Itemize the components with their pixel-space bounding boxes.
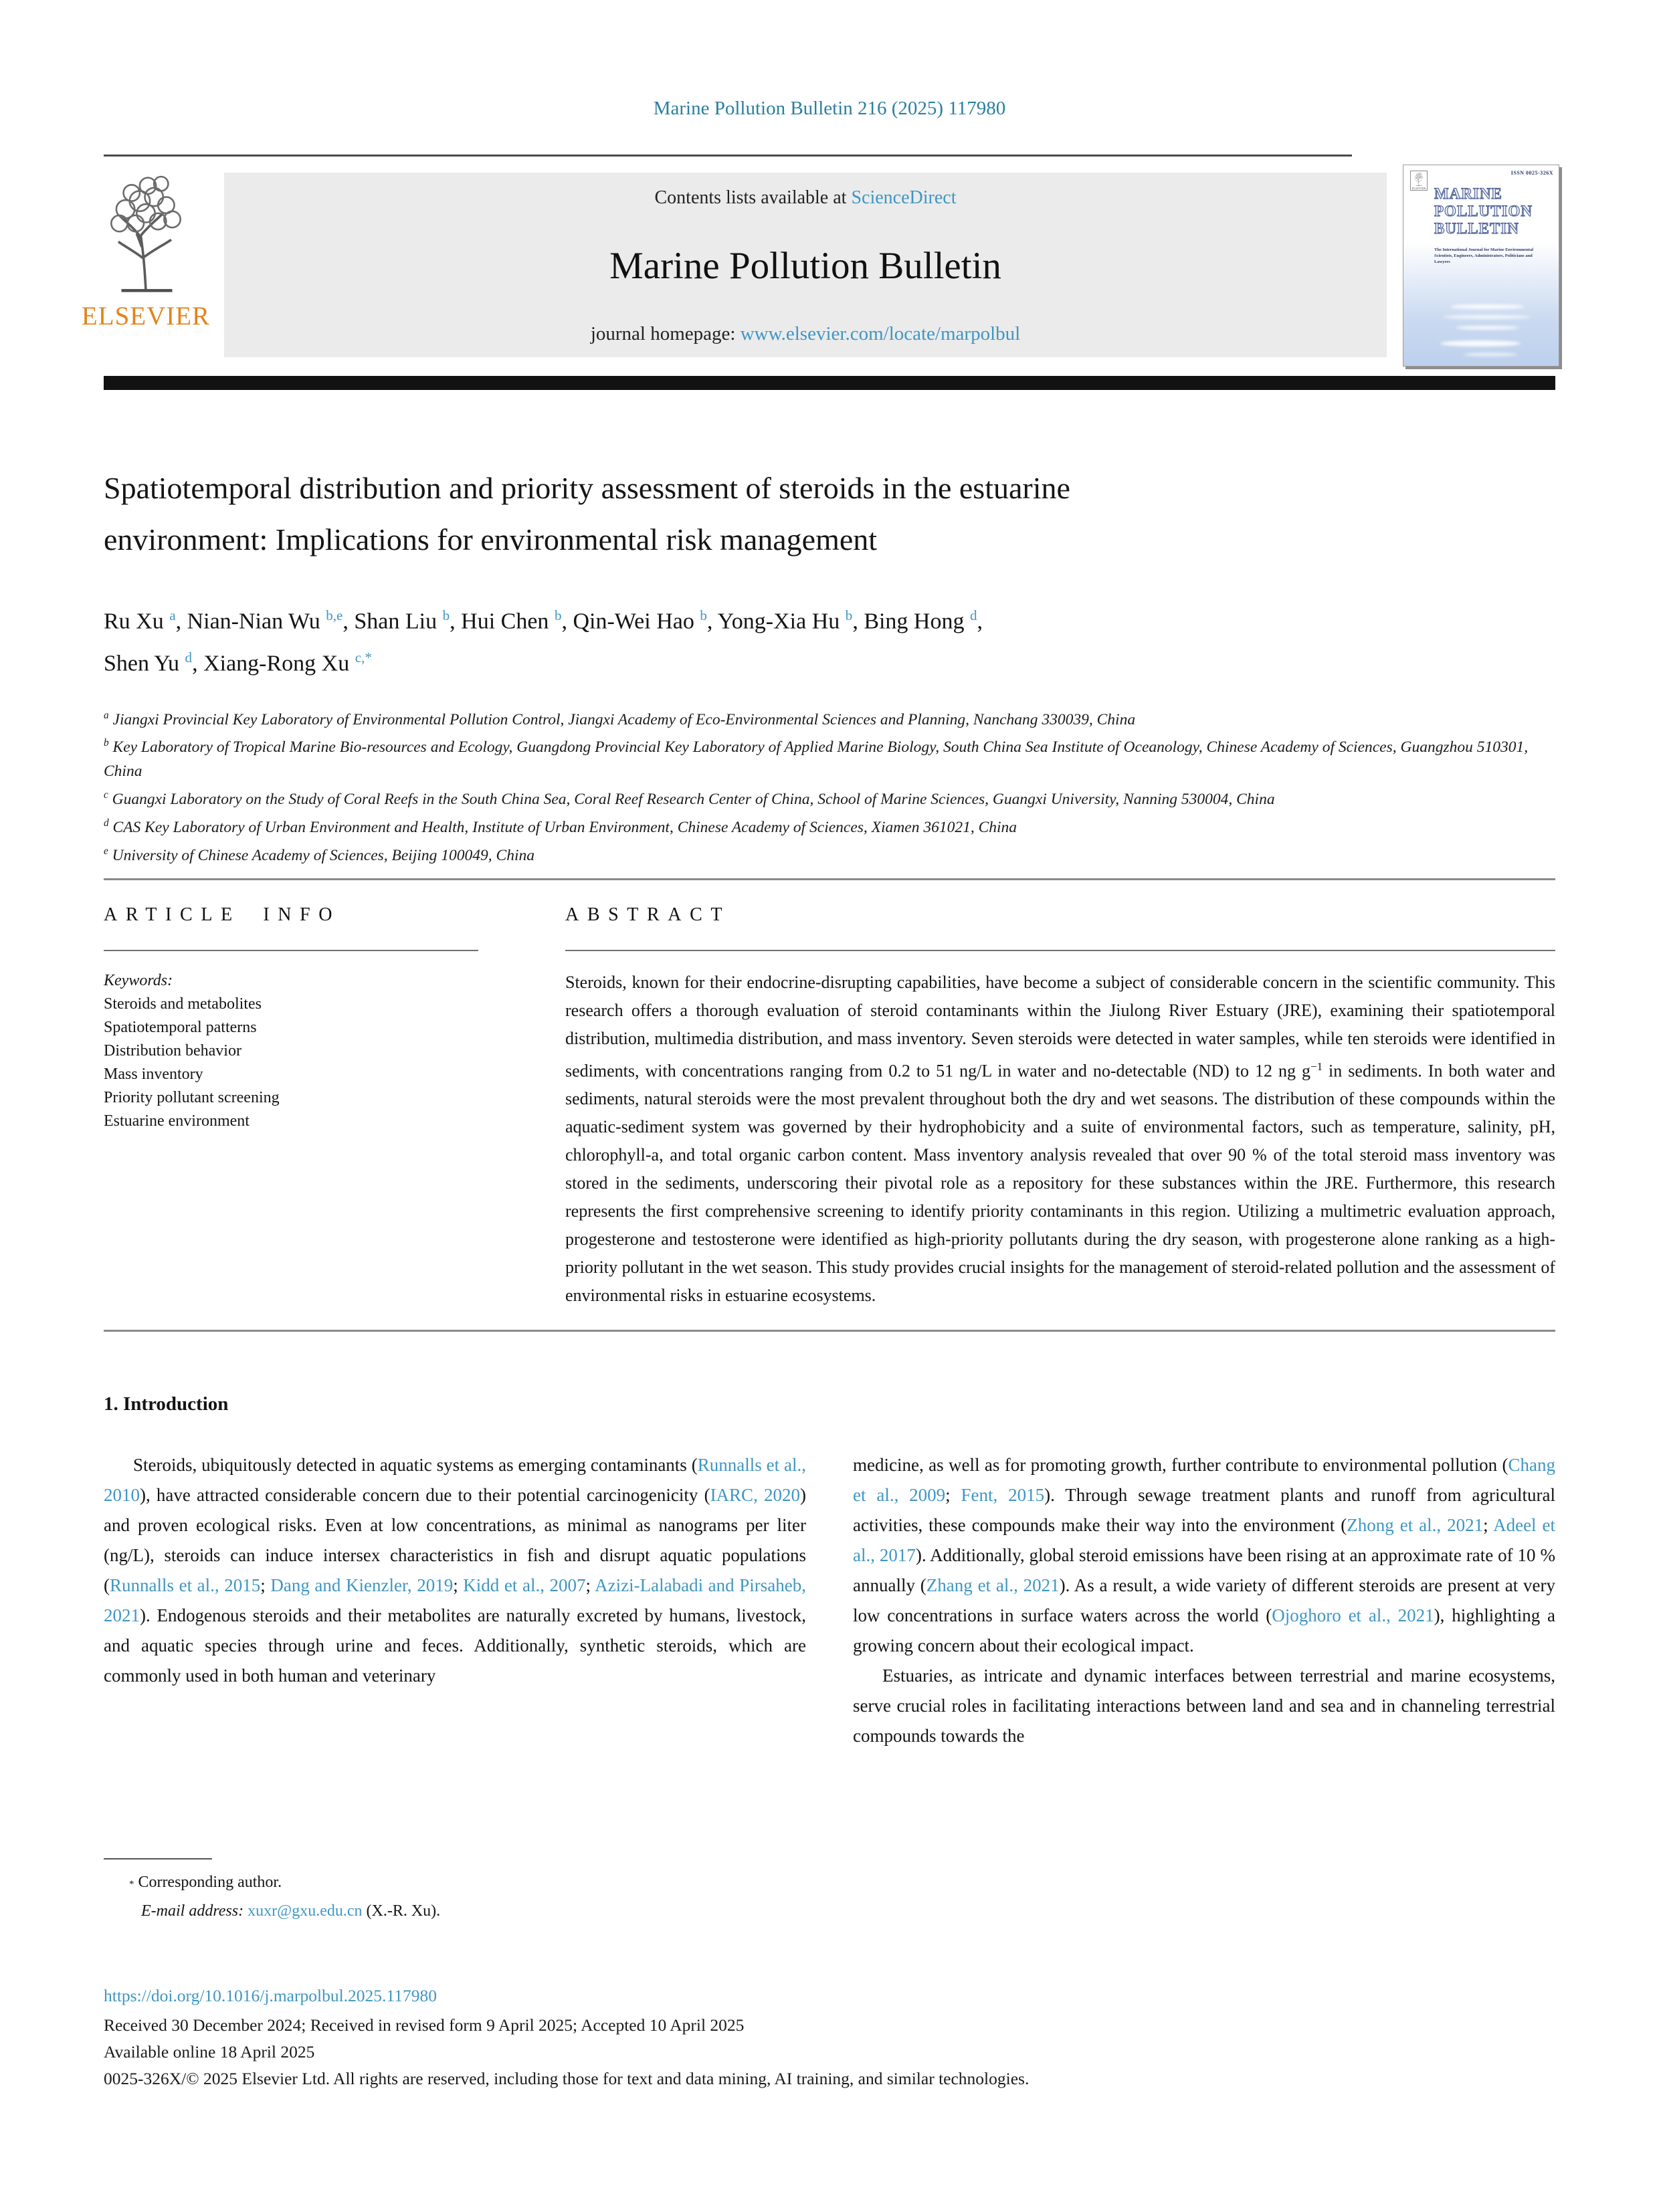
cover-wave-streak bbox=[1464, 353, 1517, 357]
abstract-text bbox=[565, 969, 1555, 1310]
text-segment: ) and proven ecological risks. Even at low concentrations, as minimal as nanograms per liter (ng/L), steroids can induce intersex characteristics in fish and disrupt aquatic populations ( bbox=[104, 1485, 806, 1596]
text-segment: ; bbox=[945, 1485, 961, 1506]
affiliations bbox=[104, 704, 1555, 868]
cover-title bbox=[1434, 185, 1533, 237]
intro-paragraph bbox=[853, 1661, 1555, 1751]
journal-cover-art bbox=[1403, 165, 1559, 366]
citation-link[interactable]: b,e bbox=[326, 607, 343, 623]
affiliation bbox=[104, 704, 1555, 732]
journal-header bbox=[81, 165, 1555, 367]
citation-link[interactable]: b bbox=[554, 607, 562, 623]
intro-column-left bbox=[104, 1450, 806, 1751]
cover-title-line: BULLETIN bbox=[1434, 220, 1519, 237]
text-segment: ). Endogenous steroids and their metabolites are naturally excreted by humans, livestock, and aquatic species through urine and feces. Additionally, synthetic steroids, which are commonly used in both human and veterinary bbox=[104, 1605, 806, 1686]
keyword: Priority pollutant screening bbox=[104, 1088, 280, 1106]
citation-link[interactable]: d bbox=[970, 607, 977, 623]
text-segment: , Yong-Xia Hu bbox=[706, 609, 846, 634]
text-segment: ; bbox=[260, 1575, 271, 1596]
text-segment: Steroids, ubiquitously detected in aquatic systems as emerging contaminants ( bbox=[133, 1455, 698, 1476]
affiliation bbox=[104, 839, 1555, 868]
elsevier-wordmark: ELSEVIER bbox=[81, 302, 211, 330]
citation-link[interactable]: Azizi-Lalabadi and Pirsaheb, 2021 bbox=[104, 1575, 806, 1626]
doi-link[interactable]: https://doi.org/10.1016/j.marpolbul.2025.117980 bbox=[104, 1986, 437, 2005]
top-divider bbox=[104, 155, 1352, 157]
text-segment: Shen Yu bbox=[104, 651, 185, 676]
cover-wave-streak bbox=[1444, 315, 1531, 319]
keywords-label: Keywords: bbox=[104, 971, 173, 989]
cover-wave-streak bbox=[1456, 326, 1519, 330]
article-info-heading: ARTICLE INFO bbox=[104, 904, 341, 925]
homepage-prefix: journal homepage: bbox=[590, 323, 741, 344]
section-divider bbox=[104, 1330, 1555, 1332]
citation-link[interactable]: Dang and Kienzler, 2019 bbox=[270, 1575, 454, 1596]
text-segment: , bbox=[977, 609, 983, 634]
text-segment: , Xiang-Rong Xu bbox=[192, 651, 355, 676]
journal-banner bbox=[224, 173, 1387, 357]
keyword: Spatiotemporal patterns bbox=[104, 1018, 257, 1036]
affiliation bbox=[104, 783, 1555, 811]
keyword: Steroids and metabolites bbox=[104, 995, 262, 1013]
cover-title-line: MARINE bbox=[1434, 185, 1502, 202]
text-segment: ), highlighting a growing concern about their ecological impact. bbox=[853, 1605, 1556, 1656]
copyright-line: 0025-326X/© 2025 Elsevier Ltd. All rights are reserved, including those for text and data mining, AI training, and similar technologies. bbox=[104, 2069, 1030, 2088]
text-segment: a bbox=[104, 709, 109, 721]
text-segment: , Shan Liu bbox=[343, 609, 443, 634]
footnote-text: Corresponding author. bbox=[138, 1874, 282, 1891]
citation-link[interactable]: a bbox=[169, 607, 176, 623]
text-segment: , Bing Hong bbox=[852, 609, 970, 634]
article-title: Spatiotemporal distribution and priority assessment of steroids in the estuarine environment: Implications for environmental risk management bbox=[104, 471, 1070, 557]
email-label: E-mail address: bbox=[141, 1902, 244, 1920]
affiliation bbox=[104, 811, 1555, 839]
elsevier-tree-icon bbox=[95, 169, 197, 300]
cover-subtitle-line: The International Journal for Marine Environmental bbox=[1434, 247, 1533, 252]
section-divider bbox=[104, 878, 1555, 880]
text-segment: medicine, as well as for promoting growth, further contribute to environmental pollution ( bbox=[853, 1455, 1508, 1476]
keyword: Distribution behavior bbox=[104, 1041, 241, 1060]
body-columns bbox=[104, 1450, 1555, 1751]
header-bar bbox=[104, 376, 1555, 390]
citation-link[interactable]: Runnalls et al., 2015 bbox=[110, 1575, 261, 1596]
footnote-star: * bbox=[129, 1879, 134, 1890]
journal-title: Marine Pollution Bulletin bbox=[609, 245, 1001, 287]
text-segment: d bbox=[104, 817, 109, 829]
text-segment: e bbox=[104, 845, 108, 857]
elsevier-logo[interactable] bbox=[76, 169, 216, 331]
contents-prefix: Contents lists available at bbox=[654, 187, 852, 208]
citation-link[interactable]: c,* bbox=[355, 649, 372, 666]
keyword: Estuarine environment bbox=[104, 1112, 250, 1130]
text-segment: , Nian-Nian Wu bbox=[175, 609, 326, 634]
text-segment: Key Laboratory of Tropical Marine Bio-resources and Ecology, Guangdong Provincial Key Laboratory of Applied Marine Biology, South China Sea Institute of Oceanology, Chinese Academy of Sciences, Guangzhou 510301, China bbox=[104, 738, 1529, 781]
text-segment: ). Additionally, global steroid emissions have been rising at an approximate rate of 10 % annually ( bbox=[853, 1545, 1555, 1596]
email-suffix: (X.-R. Xu). bbox=[362, 1902, 441, 1920]
citation-link[interactable]: Zhong et al., 2021 bbox=[1347, 1515, 1484, 1536]
cover-elsevier-mini-wordmark: ELSEVIER bbox=[1411, 187, 1426, 190]
author-line bbox=[104, 597, 1555, 639]
text-segment: University of Chinese Academy of Sciences, Beijing 100049, China bbox=[108, 846, 534, 864]
corresponding-author-note bbox=[104, 1869, 840, 1898]
citation-link[interactable]: Fent, 2015 bbox=[961, 1485, 1045, 1506]
cover-issn: ISSN 0025-326X bbox=[1510, 170, 1553, 176]
available-online: Available online 18 April 2025 bbox=[104, 2042, 315, 2062]
text-segment: b bbox=[104, 737, 109, 749]
affiliation bbox=[104, 731, 1555, 783]
text-segment: ; bbox=[1483, 1515, 1494, 1536]
citation-link[interactable]: Runnalls et al., 2010 bbox=[104, 1455, 806, 1506]
text-segment: , Qin-Wei Hao bbox=[561, 609, 700, 634]
author-line bbox=[104, 639, 1555, 682]
received-dates: Received 30 December 2024; Received in revised form 9 April 2025; Accepted 10 April 2025 bbox=[104, 2015, 745, 2035]
author-list bbox=[104, 597, 1555, 682]
citation-link[interactable]: IARC, 2020 bbox=[710, 1485, 800, 1506]
text-segment: ), have attracted considerable concern due to their potential carcinogenicity ( bbox=[140, 1485, 710, 1506]
sciencedirect-link[interactable]: ScienceDirect bbox=[851, 187, 957, 208]
text-segment: −1 bbox=[1310, 1060, 1323, 1073]
citation-link[interactable]: Kidd et al., 2007 bbox=[463, 1575, 586, 1596]
text-segment: Guangxi Laboratory on the Study of Coral Reefs in the South China Sea, Coral Reef Research Center of China, School of Marine Sciences, Guangxi University, Nanning 530004, China bbox=[108, 791, 1275, 809]
intro-paragraph bbox=[104, 1450, 806, 1691]
abstract-heading: ABSTRACT bbox=[565, 904, 731, 925]
footnote-divider bbox=[104, 1858, 212, 1859]
text-segment: in sediments. In both water and sediments, natural steroids were the most prevalent throughout both the dry and wet seasons. The distribution of these compounds within the aquatic-sediment system was governed by their hydrophobicity and a suite of environmental factors, such as temperature, salinity, pH, chlorophyll-a, and total organic carbon content. Mass inventory analysis revealed that over 90 % of the total steroid mass inventory was stored in the sediments, underscoring their pivotal role as a repository for these substances within the JRE. Furthermore, this research represents the first comprehensive screening to identify priority contaminants in this region. Utilizing a multimetric evaluation approach, progesterone and testosterone were identified as high-priority pollutants during the dry season, with progesterone alone ranking as a high-priority pollutant in the wet season. This study provides crucial insights for the management of steroid-related pollution and the assessment of environmental risks in estuarine ecosystems. bbox=[565, 1061, 1555, 1306]
contents-line bbox=[655, 187, 957, 209]
citation-link[interactable]: Ojoghoro et al., 2021 bbox=[1272, 1605, 1434, 1626]
cover-wave-streak bbox=[1440, 340, 1521, 346]
introduction-heading: 1. Introduction bbox=[104, 1393, 229, 1415]
intro-column-right bbox=[853, 1450, 1555, 1751]
text-segment: ). As a result, a wide variety of different steroids are present at very low concentrations in surface waters across the world ( bbox=[853, 1575, 1555, 1626]
cover-title-line: POLLUTION bbox=[1434, 203, 1533, 219]
cover-subtitle bbox=[1434, 247, 1548, 265]
keyword: Mass inventory bbox=[104, 1065, 203, 1083]
citation-link[interactable]: b bbox=[442, 607, 450, 623]
citation-link[interactable]: Adeel et al., 2017 bbox=[853, 1515, 1556, 1566]
email-line bbox=[104, 1898, 840, 1924]
text-segment: Steroids, known for their endocrine-disrupting capabilities, have become a subject of considerable concern in the scientific community. This research offers a thorough evaluation of steroid contaminants within the Jiulong River Estuary (JRE), examining their spatiotemporal distribution, multimedia distribution, and mass inventory. Seven steroids were detected in water samples, while ten steroids were identified in sediments, with concentrations ranging from 0.2 to 51 ng/L in water and no-detectable (ND) to 12 ng g bbox=[565, 972, 1555, 1081]
text-segment: ; bbox=[585, 1575, 595, 1596]
page-footer bbox=[104, 1983, 1555, 2092]
text-segment: Ru Xu bbox=[104, 609, 170, 634]
text-segment: , Hui Chen bbox=[450, 609, 555, 634]
cover-wave-streak bbox=[1450, 304, 1524, 309]
citation-link[interactable]: b bbox=[845, 607, 853, 623]
heading-divider bbox=[565, 950, 1555, 951]
citation-link[interactable]: Chang et al., 2009 bbox=[853, 1455, 1555, 1506]
elsevier-tree-icon bbox=[1413, 172, 1425, 187]
journal-cover-thumbnail[interactable] bbox=[1403, 165, 1559, 367]
journal-reference: Marine Pollution Bulletin 216 (2025) 117980 bbox=[653, 98, 1006, 119]
abstract-section bbox=[565, 904, 1555, 1310]
text-segment: c bbox=[104, 789, 108, 801]
citation-link[interactable]: Zhang et al., 2021 bbox=[926, 1575, 1060, 1596]
article-info-section bbox=[104, 904, 478, 1310]
citation-link[interactable]: d bbox=[185, 649, 193, 666]
footnote bbox=[104, 1858, 840, 1924]
intro-paragraph bbox=[853, 1450, 1555, 1661]
keywords-list bbox=[104, 993, 478, 1133]
text-segment: ; bbox=[453, 1575, 464, 1596]
homepage-line bbox=[591, 323, 1020, 345]
journal-homepage-link[interactable]: www.elsevier.com/locate/marpolbul bbox=[740, 323, 1021, 344]
citation-link[interactable]: b bbox=[700, 607, 707, 623]
cover-elsevier-mini-logo bbox=[1410, 171, 1428, 191]
email-link[interactable]: xuxr@gxu.edu.cn bbox=[248, 1902, 363, 1920]
text-segment: ). Through sewage treatment plants and runoff from agricultural activities, these compounds make their way into the environment ( bbox=[853, 1485, 1555, 1536]
text-segment: Estuaries, as intricate and dynamic interfaces between terrestrial and marine ecosystems, serve crucial roles in facilitating interactions between land and sea and in channeling terrestrial compounds towards the bbox=[853, 1666, 1555, 1746]
text-segment: Jiangxi Provincial Key Laboratory of Environmental Pollution Control, Jiangxi Academy of Eco-Environmental Sciences and Planning, Nanchang 330039, China bbox=[108, 710, 1136, 728]
heading-divider bbox=[104, 950, 478, 951]
info-abstract-block bbox=[104, 904, 1555, 1310]
cover-subtitle-line: Scientists, Engineers, Administrators, Politicians and Lawyers bbox=[1434, 254, 1533, 264]
text-segment: CAS Key Laboratory of Urban Environment and Health, Institute of Urban Environment, Chinese Academy of Sciences, Xiamen 361021, China bbox=[108, 818, 1017, 836]
